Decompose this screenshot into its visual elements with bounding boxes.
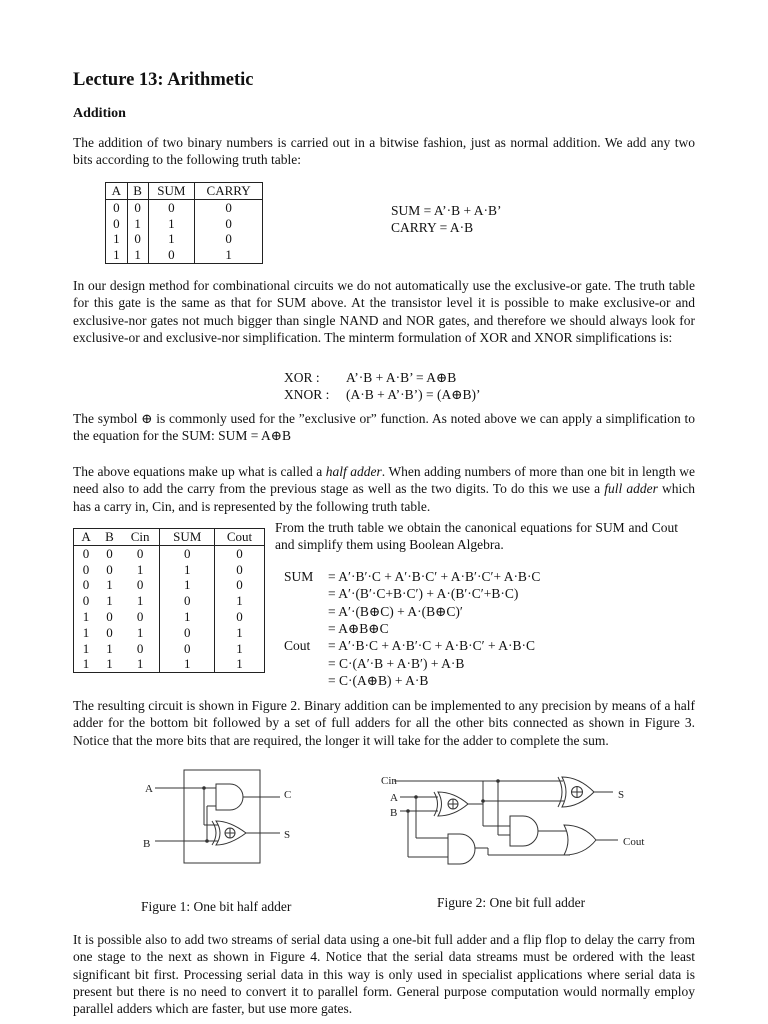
sum-equation-line: = A′·(B⊕C) + A·(B⊕C)′ [328,604,463,619]
table-cell: 0 [225,231,232,247]
output-c-label: C [284,789,292,801]
figure2-caption: Figure 2: One bit full adder [437,895,586,910]
table-row [74,641,265,657]
table-cell: 1 [236,593,243,609]
table-row [74,625,265,641]
table-cell: 1 [236,656,243,672]
text: . When adding numbers of more than one bit in length we need also to add the carry from the previous stage as well as the two digits. To do this we use a [73,464,695,497]
table-header-row [106,183,263,200]
cout-label: Cout [284,638,311,653]
junction-dot [202,786,206,790]
table-cell: 0 [160,593,214,609]
table-cell: 0 [127,231,148,247]
table-cell: 1 [106,231,128,247]
table-row [74,656,265,672]
table-cell: 1 [225,247,232,263]
table-row [106,216,263,232]
xnor-equation: (A·B + A’·B’) = (A⊕B)’ [346,387,481,402]
table-cell: 1 [148,231,195,247]
table-cell: 0 [236,545,243,561]
table-cell: 0 [82,593,90,609]
intro-paragraph: The addition of two binary numbers is carried out in a bitwise fashion, just as normal addition. We add any two bits according to the following truth table: [73,135,695,168]
full-adder-diagram [378,770,663,882]
xor-equation: A’·B + A·B’ = A⊕B [346,370,457,385]
figure1-caption: Figure 1: One bit half adder [141,899,292,914]
table-cell: 1 [160,656,214,672]
sum-equation-line: = A′·(B′·C+B·C′) + A·(B′·C′+B·C) [328,586,519,601]
table-cell: 1 [236,640,243,656]
table-row [74,545,265,561]
column-header: Cout [214,529,264,546]
table-cell: 0 [236,577,243,593]
table-cell: 1 [106,593,113,609]
table-cell: 0 [121,545,160,561]
junction-dot [406,809,410,813]
table-cell: 0 [106,199,128,215]
input-a-label: A [145,783,153,795]
junction-dot [496,779,500,783]
table-cell: 0 [148,247,195,263]
half-adder-paragraph [73,463,695,515]
table-cell: 1 [82,608,90,624]
column-header: SUM [148,183,195,200]
xor-label: XOR : [284,370,320,385]
column-header: CARRY [195,183,263,200]
table-cell: 1 [82,656,90,672]
table-cell: 1 [82,624,90,640]
column-header: SUM [160,529,214,546]
sum-equation-line: = A⊕B⊕C [328,621,389,636]
text: which has a carry in, Cin, and is represented by the following truth table. [73,481,696,514]
table-cell: 0 [121,641,160,657]
table-row [74,577,265,593]
table-cell: 1 [82,640,90,656]
table-row [106,231,263,247]
table-cell: 1 [106,656,113,672]
sum-equation-line: = A′·B′·C + A′·B·C′ + A·B′·C′+ A·B·C [328,569,541,584]
xor-gate-arc [434,792,438,816]
table-cell: 0 [127,199,148,215]
table-cell: 1 [127,247,148,263]
half-adder-term: half adder [325,464,382,479]
xnor-label: XNOR : [284,387,330,402]
column-header: A [74,529,99,546]
table-cell: 0 [82,577,90,593]
column-header: B [127,183,148,200]
table-row [74,609,265,625]
output-cout-label: Cout [623,836,645,848]
page-title: Lecture 13: Arithmetic [73,70,254,90]
table-cell: 0 [160,545,214,561]
table-row [74,593,265,609]
table-cell: 1 [121,562,160,578]
table-cell: 1 [106,577,113,593]
sum-label: SUM [284,569,314,584]
table-cell: 0 [160,625,214,641]
table-cell: 1 [160,609,214,625]
input-cin-label: Cin [381,775,397,787]
or-gate-icon [564,825,596,855]
table-cell: 0 [82,545,90,561]
input-b-label: B [143,838,151,850]
half-adder-truth-table [105,182,263,264]
table-cell: 0 [82,561,90,577]
canonical-paragraph: From the truth table we obtain the canonical equations for SUM and Cout and simplify them using Boolean Algebra. [275,520,678,553]
table-cell: 0 [106,624,113,640]
cout-equation-line: = A′·B·C + A·B′·C + A·B·C′ + A·B·C [328,638,535,653]
xor-paragraph: In our design method for combinational circuits we do not automatically use the exclusive-or gate. The truth table for this gate is the same as that for SUM above. At the transistor level it is possible to make exclusive-or and exclusive-nor gates not much bigger than single NAND and NOR gates, and therefore we should always look for exclusive-or and exclusive-nor simplification. The minterm formulation of XOR and XNOR simplifications is: [73,278,695,345]
half-carry-equation: CARRY = A·B [391,220,474,235]
table-cell: 0 [225,199,232,215]
table-cell: 0 [106,561,113,577]
table-cell: 1 [236,624,243,640]
table-cell: 1 [127,216,148,232]
and-gate-icon [216,784,243,810]
table-cell: 0 [148,199,195,215]
table-cell: 1 [121,625,160,641]
output-s-label: S [284,829,291,841]
table-row [106,199,263,215]
text: The above equations make up what is called a [73,464,326,479]
column-header: A [106,183,128,200]
symbol-paragraph: The symbol ⊕ is commonly used for the ”exclusive or” function. As noted above we can apply a simplification to the equation for the SUM: SUM = A⊕B [73,411,695,444]
table-cell: 0 [121,577,160,593]
table-cell: 1 [121,593,160,609]
full-adder-term: full adder [604,481,658,497]
table-row [74,562,265,578]
table-cell: 1 [160,562,214,578]
output-s-label: S [618,789,625,801]
cout-equation-line: = C·(A′·B + A·B′) + A·B [328,656,465,671]
input-b-label: B [390,807,398,819]
column-header: B [98,529,121,546]
table-row [106,247,263,263]
and-gate-icon [510,816,538,846]
table-cell: 0 [236,561,243,577]
section-heading: Addition [73,106,126,121]
table-cell: 0 [106,608,113,624]
table-cell: 0 [121,609,160,625]
table-cell: 1 [106,247,128,263]
table-cell: 0 [236,608,243,624]
junction-dot [481,799,485,803]
column-header: Cin [121,529,160,546]
table-cell: 1 [160,577,214,593]
input-a-label: A [390,792,398,804]
table-cell: 0 [225,215,232,231]
full-adder-truth-table [73,528,265,673]
half-adder-diagram [130,765,320,870]
and-gate-icon [448,834,475,864]
table-header-row [74,529,265,546]
table-cell: 0 [160,641,214,657]
table-cell: 1 [106,640,113,656]
result-paragraph: The resulting circuit is shown in Figure 2. Binary addition can be implemented to any precision by means of a half adder for the bottom bit followed by a set of full adders for all the other bits connected as shown in Figure 3. Notice that the more bits that are required, the longer it will take for the adder to complete the sum. [73,698,695,748]
half-sum-equation: SUM = A’·B + A·B’ [391,203,502,218]
table-cell: 1 [121,656,160,672]
serial-paragraph: It is possible also to add two streams of serial data using a one-bit full adder and a flip flop to delay the carry from one stage to the next as shown in Figure 4. Notice that the serial data streams must be ordered with the least significant bit first. Processing serial data in this way is only used in specialist applications where serial data is present but there is no need to convert it to parallel form. General purpose computation would normally employ parallel adders which are faster, but use more gates. [73,932,695,1017]
table-cell: 0 [106,216,128,232]
junction-dot [414,795,418,799]
cout-equation-line: = C·(A⊕B) + A·B [328,673,429,688]
junction-dot [205,839,209,843]
table-cell: 0 [106,545,113,561]
table-cell: 1 [148,216,195,232]
